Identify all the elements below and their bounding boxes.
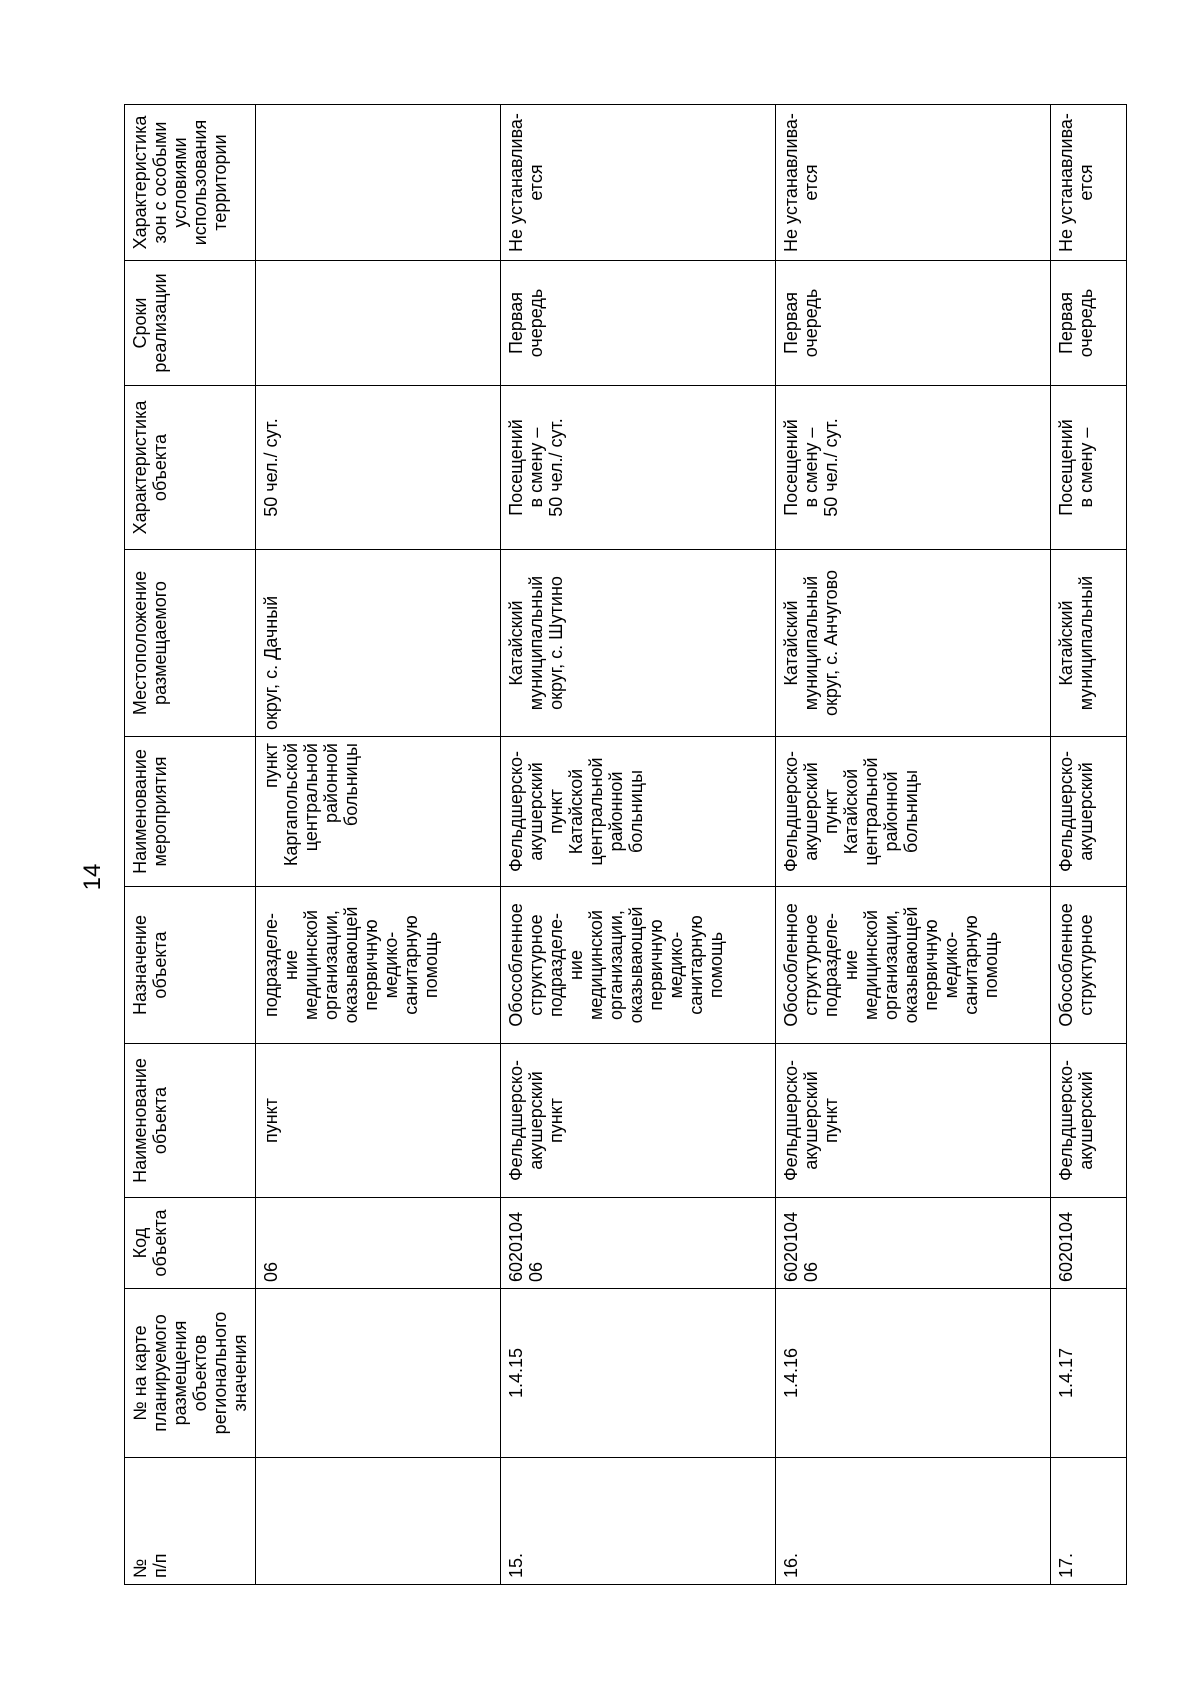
cell-characteristic: Посещений в смену – xyxy=(1051,386,1127,550)
cell-characteristic: 50 чел./ сут. xyxy=(256,386,501,550)
cell-zones: Не устанавлива- ется xyxy=(1051,105,1127,261)
cell-code: 6020104 06 xyxy=(501,1198,776,1289)
header-action: Наименование мероприятия xyxy=(125,737,256,887)
cell-code: 06 xyxy=(256,1198,501,1289)
table-row xyxy=(256,105,501,1585)
cell-name: Фельдшерско- акушерский пункт xyxy=(776,1044,1051,1198)
cell-zones: Не устанавлива- ется xyxy=(501,105,776,261)
table-row xyxy=(1051,105,1127,1585)
page-number: 14 xyxy=(79,863,106,891)
header-terms: Сроки реализации xyxy=(125,261,256,386)
cell-map-no: 1.4.17 xyxy=(1051,1289,1127,1458)
cell-name: пункт xyxy=(256,1044,501,1198)
table-header-row xyxy=(125,105,256,1585)
table-row xyxy=(501,105,776,1585)
cell-map-no xyxy=(256,1289,501,1458)
cell-location: Катайский муниципальный xyxy=(1051,550,1127,737)
cell-purpose: Обособленное структурное подразделе- ние медицинской организации, оказывающей первичную медико- санитарную помощь xyxy=(501,887,776,1044)
cell-map-no: 1.4.16 xyxy=(776,1289,1051,1458)
header-name: Наименование объекта xyxy=(125,1044,256,1198)
cell-action: Фельдшерско- акушерский xyxy=(1051,737,1127,887)
cell-characteristic: Посещений в смену – 50 чел./ сут. xyxy=(501,386,776,550)
rotated-table-stage xyxy=(124,105,1121,1585)
cell-terms: Первая очередь xyxy=(501,261,776,386)
cell-zones: Не устанавлива- ется xyxy=(776,105,1051,261)
cell-num: 15. xyxy=(501,1458,776,1585)
table-row xyxy=(776,105,1051,1585)
cell-purpose: Обособленное структурное подразделе- ние медицинской организации, оказывающей первичную медико- санитарную помощь xyxy=(776,887,1051,1044)
cell-characteristic: Посещений в смену – 50 чел./ сут. xyxy=(776,386,1051,550)
cell-location: Катайский муниципальный округ, с. Анчугово xyxy=(776,550,1051,737)
cell-zones xyxy=(256,105,501,261)
cell-name: Фельдшерско- акушерский пункт xyxy=(501,1044,776,1198)
cell-location: Катайский муниципальный округ, с. Шутино xyxy=(501,550,776,737)
header-map-no: № на карте планируемого размещения объектов регионального значения xyxy=(125,1289,256,1458)
cell-code: 6020104 xyxy=(1051,1198,1127,1289)
cell-num: 17. xyxy=(1051,1458,1127,1585)
cell-num: 16. xyxy=(776,1458,1051,1585)
header-location: Местоположение размещаемого xyxy=(125,550,256,737)
cell-action: пункт Каргапольской центральной районной больницы xyxy=(256,737,501,887)
cell-terms: Первая очередь xyxy=(776,261,1051,386)
header-zones: Характеристика зон с особыми условиями использования территории xyxy=(125,105,256,261)
header-code: Код объекта xyxy=(125,1198,256,1289)
cell-purpose: подразделе- ние медицинской организации, оказывающей первичную медико- санитарную помощь xyxy=(256,887,501,1044)
cell-code: 6020104 06 xyxy=(776,1198,1051,1289)
regional-objects-table xyxy=(124,104,1127,1585)
cell-terms: Первая очередь xyxy=(1051,261,1127,386)
header-characteristic: Характеристика объекта xyxy=(125,386,256,550)
cell-terms xyxy=(256,261,501,386)
cell-action: Фельдшерско- акушерский пункт Катайской центральной районной больницы xyxy=(776,737,1051,887)
header-num: № п/п xyxy=(125,1458,256,1585)
cell-name: Фельдшерско- акушерский xyxy=(1051,1044,1127,1198)
cell-num xyxy=(256,1458,501,1585)
cell-purpose: Обособленное структурное xyxy=(1051,887,1127,1044)
header-purpose: Назначение объекта xyxy=(125,887,256,1044)
cell-map-no: 1.4.15 xyxy=(501,1289,776,1458)
cell-action: Фельдшерско- акушерский пункт Катайской центральной районной больницы xyxy=(501,737,776,887)
cell-location: округ, с. Дачный xyxy=(256,550,501,737)
